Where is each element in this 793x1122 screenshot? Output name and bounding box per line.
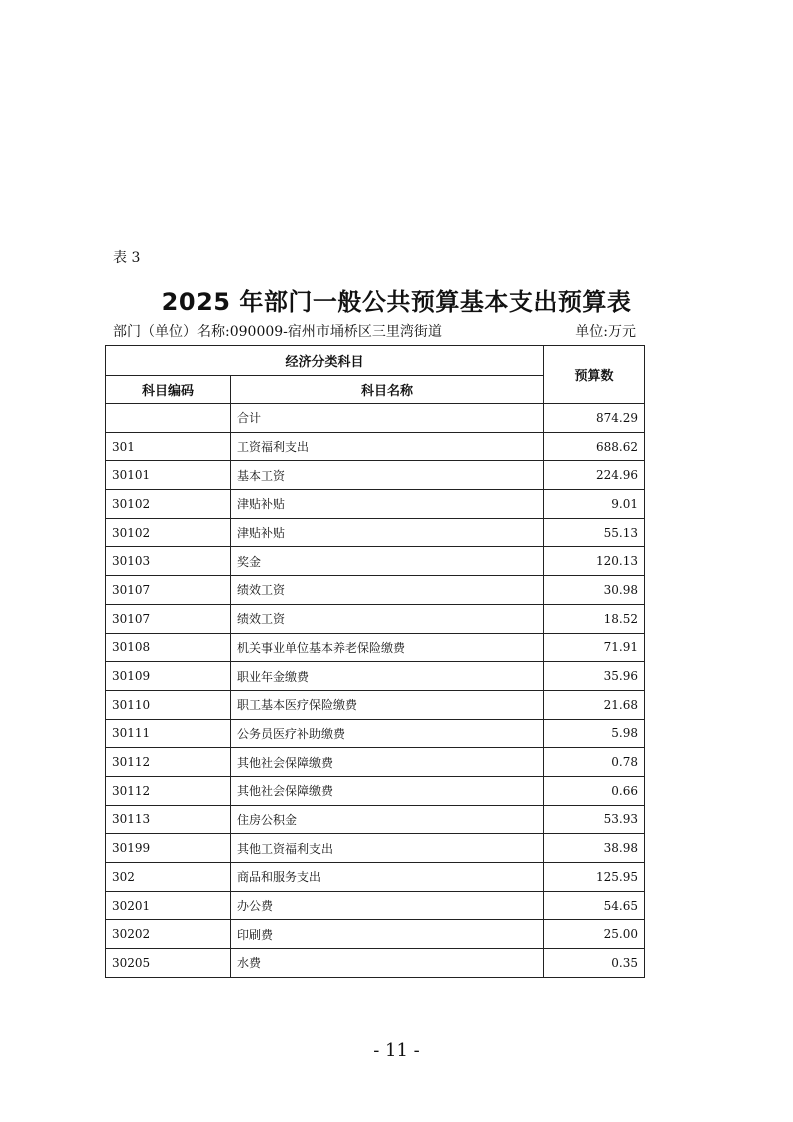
row-name: 水费: [231, 949, 544, 978]
row-amount: 0.66: [544, 776, 645, 805]
row-amount: 38.98: [544, 834, 645, 863]
row-amount: 30.98: [544, 576, 645, 605]
table-row: [106, 863, 645, 892]
row-amount: 55.13: [544, 518, 645, 547]
row-code: 30110: [106, 690, 231, 719]
department-name: 部门（单位）名称:090009-宿州市埇桥区三里湾街道: [113, 324, 442, 340]
row-amount: 18.52: [544, 604, 645, 633]
table-row: [106, 776, 645, 805]
row-name: 公务员医疗补助缴费: [231, 719, 544, 748]
table-row: [106, 949, 645, 978]
table-row: [106, 834, 645, 863]
row-name: 绩效工资: [231, 604, 544, 633]
budget-table: [105, 345, 645, 978]
table-row: [106, 547, 645, 576]
table-row: [106, 576, 645, 605]
table-row: [106, 432, 645, 461]
row-name: 合计: [231, 404, 544, 433]
table-row: [106, 662, 645, 691]
row-name: 其他工资福利支出: [231, 834, 544, 863]
row-amount: 125.95: [544, 863, 645, 892]
row-code: 30109: [106, 662, 231, 691]
row-code: 30202: [106, 920, 231, 949]
row-name: 工资福利支出: [231, 432, 544, 461]
row-name: 住房公积金: [231, 805, 544, 834]
table-body: [106, 404, 645, 978]
row-name: 绩效工资: [231, 576, 544, 605]
table-row: [106, 748, 645, 777]
table-row: [106, 719, 645, 748]
page-title: 2025 年部门一般公共预算基本支出预算表: [161, 288, 632, 316]
row-code: 302: [106, 863, 231, 892]
row-code: 30101: [106, 461, 231, 490]
code-header: 科目编码: [106, 376, 231, 404]
row-amount: 21.68: [544, 690, 645, 719]
row-code: 30102: [106, 490, 231, 519]
row-name: 商品和服务支出: [231, 863, 544, 892]
table-row: [106, 490, 645, 519]
row-code: 30112: [106, 776, 231, 805]
row-name: 印刷费: [231, 920, 544, 949]
row-amount: 874.29: [544, 404, 645, 433]
row-amount: 688.62: [544, 432, 645, 461]
row-amount: 0.35: [544, 949, 645, 978]
row-amount: 71.91: [544, 633, 645, 662]
table-row: [106, 604, 645, 633]
row-code: 30108: [106, 633, 231, 662]
row-code: 30107: [106, 604, 231, 633]
row-name: 基本工资: [231, 461, 544, 490]
row-amount: 120.13: [544, 547, 645, 576]
group-header: 经济分类科目: [106, 346, 544, 376]
row-amount: 54.65: [544, 891, 645, 920]
row-name: 机关事业单位基本养老保险缴费: [231, 633, 544, 662]
row-code: 30102: [106, 518, 231, 547]
name-header: 科目名称: [231, 376, 544, 404]
row-code: 30112: [106, 748, 231, 777]
table-row: [106, 518, 645, 547]
table-label: 表 3: [113, 250, 141, 266]
amount-header: 预算数: [544, 346, 645, 404]
row-name: 津贴补贴: [231, 518, 544, 547]
row-code: [106, 404, 231, 433]
row-name: 其他社会保障缴费: [231, 748, 544, 777]
row-amount: 224.96: [544, 461, 645, 490]
table-row: [106, 461, 645, 490]
row-code: 30201: [106, 891, 231, 920]
row-code: 30113: [106, 805, 231, 834]
row-name: 职业年金缴费: [231, 662, 544, 691]
row-amount: 0.78: [544, 748, 645, 777]
row-name: 津贴补贴: [231, 490, 544, 519]
row-name: 职工基本医疗保险缴费: [231, 690, 544, 719]
table-row: [106, 920, 645, 949]
row-code: 30103: [106, 547, 231, 576]
unit-label: 单位:万元: [575, 324, 636, 340]
table-row: [106, 633, 645, 662]
row-code: 30199: [106, 834, 231, 863]
page-number: - 11 -: [373, 1040, 420, 1061]
table-row: [106, 404, 645, 433]
row-amount: 5.98: [544, 719, 645, 748]
row-code: 30205: [106, 949, 231, 978]
row-name: 其他社会保障缴费: [231, 776, 544, 805]
table-row: [106, 805, 645, 834]
row-code: 30111: [106, 719, 231, 748]
row-name: 奖金: [231, 547, 544, 576]
table-row: [106, 690, 645, 719]
row-amount: 35.96: [544, 662, 645, 691]
row-code: 301: [106, 432, 231, 461]
table-row: [106, 891, 645, 920]
row-amount: 25.00: [544, 920, 645, 949]
row-amount: 9.01: [544, 490, 645, 519]
row-code: 30107: [106, 576, 231, 605]
row-name: 办公费: [231, 891, 544, 920]
row-amount: 53.93: [544, 805, 645, 834]
